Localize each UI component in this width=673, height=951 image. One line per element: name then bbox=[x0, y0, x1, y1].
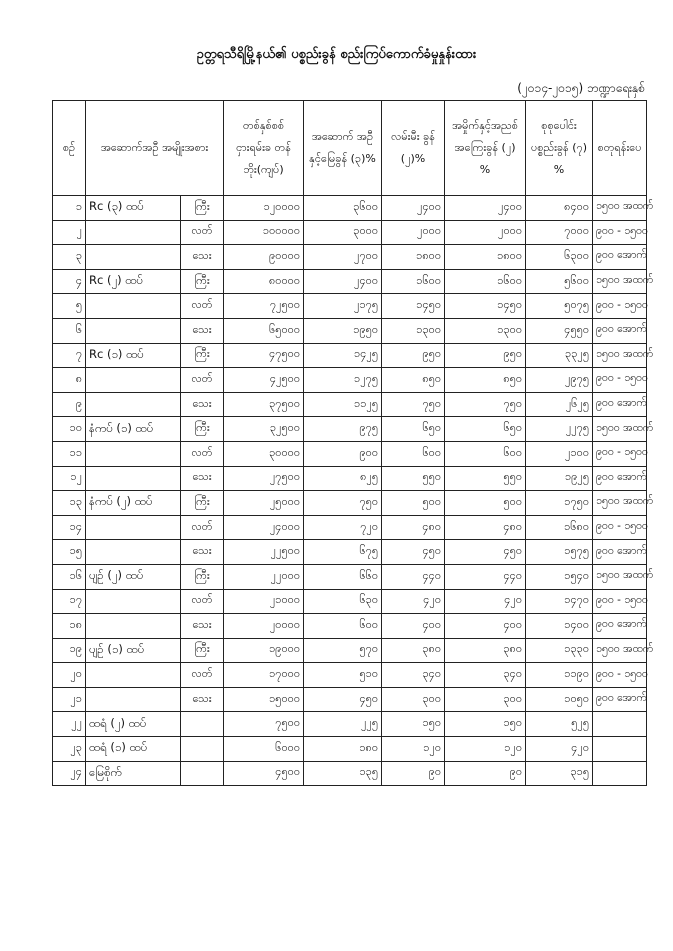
street-light-tax-cell: ၁၄၅၀ bbox=[382, 294, 445, 319]
annual-rent-cell: ၆၀၀၀ bbox=[224, 737, 304, 762]
building-land-tax-cell: ၂၇၀၀ bbox=[304, 245, 382, 270]
building-land-tax-cell: ၃၆၀၀ bbox=[304, 196, 382, 221]
table-row bbox=[53, 712, 647, 737]
annual-rent-cell: ၂၀၀၀၀ bbox=[224, 614, 304, 639]
sanitation-tax-cell: ၁၃၀၀ bbox=[445, 318, 526, 343]
table-row bbox=[53, 614, 647, 639]
sanitation-tax-cell: ၉၅၀ bbox=[445, 343, 526, 368]
building-size-cell: လတ် bbox=[181, 663, 224, 688]
total-property-tax-cell: ၆၃၀၀ bbox=[526, 245, 593, 270]
total-property-tax-cell: ၅၂၅ bbox=[526, 712, 593, 737]
sanitation-tax-cell: ၃၈၀ bbox=[445, 638, 526, 663]
building-land-tax-cell: ၁၃၅ bbox=[304, 761, 382, 786]
building-size-cell: ကြီး bbox=[181, 196, 224, 221]
building-type-cell: Rc (၁) ထပ် bbox=[86, 343, 181, 368]
building-size-cell: ကြီး bbox=[181, 564, 224, 589]
building-land-tax-cell: ၅၇၀ bbox=[304, 638, 382, 663]
total-property-tax-cell: ၃၁၅ bbox=[526, 761, 593, 786]
street-light-tax-cell: ၉၀ bbox=[382, 761, 445, 786]
building-land-tax-cell: ၆၇၅ bbox=[304, 540, 382, 565]
annual-rent-cell: ၇၂၅၀၀ bbox=[224, 294, 304, 319]
row-number-cell: ၁၆ bbox=[53, 564, 86, 589]
building-type-cell: နံကပ် (၁) ထပ် bbox=[86, 417, 181, 442]
total-property-tax-cell: ၅၆၀၀ bbox=[526, 269, 593, 294]
header-building-type: အဆောက်အဦ အမျိုးအစား bbox=[86, 101, 224, 196]
building-type-cell: မြေစိုက် bbox=[86, 761, 181, 786]
building-type-cell: ထရံ (၁) ထပ် bbox=[86, 737, 181, 762]
table-body bbox=[53, 196, 654, 786]
building-land-tax-cell: ၁၂၇၅ bbox=[304, 368, 382, 393]
annual-rent-cell: ၁၂၀၀၀၀ bbox=[224, 196, 304, 221]
annual-rent-cell: ၃၇၅၀၀ bbox=[224, 392, 304, 417]
building-land-tax-cell: ၂၁၇၅ bbox=[304, 294, 382, 319]
row-number-cell: ၁၀ bbox=[53, 417, 86, 442]
row-number-cell: ၆ bbox=[53, 318, 86, 343]
fiscal-year: (၂၀၁၄-၂၀၁၅) ဘဏ္ဍာရေးနှစ် bbox=[517, 81, 645, 95]
building-size-cell: သေး bbox=[181, 245, 224, 270]
sanitation-tax-cell: ၅၅၀ bbox=[445, 466, 526, 491]
building-type-cell bbox=[86, 392, 181, 417]
building-size-cell: လတ် bbox=[181, 294, 224, 319]
building-size-cell: သေး bbox=[181, 687, 224, 712]
building-land-tax-cell: ၆၆၀ bbox=[304, 564, 382, 589]
total-property-tax-cell: ၂၆၂၅ bbox=[526, 392, 593, 417]
building-land-tax-cell: ၃၀၀၀ bbox=[304, 220, 382, 245]
street-light-tax-cell: ၃၄၀ bbox=[382, 663, 445, 688]
building-land-tax-cell: ၁၄၂၅ bbox=[304, 343, 382, 368]
building-size-cell: သေး bbox=[181, 392, 224, 417]
header-building-land-tax: အဆောက် အဦနှင့်မြေခွန် (၃)% bbox=[304, 101, 382, 196]
square-feet-range-cell: ၉၀၀ အောက် bbox=[593, 245, 647, 270]
total-property-tax-cell: ၇၀၀၀ bbox=[526, 220, 593, 245]
square-feet-range-cell: ၁၅၀၀ အထက် bbox=[593, 491, 647, 516]
total-property-tax-cell: ၁၉၂၅ bbox=[526, 466, 593, 491]
annual-rent-cell: ၃၀၀၀၀ bbox=[224, 441, 304, 466]
table-row bbox=[53, 638, 647, 663]
building-land-tax-cell: ၄၅၀ bbox=[304, 687, 382, 712]
street-light-tax-cell: ၅၀၀ bbox=[382, 491, 445, 516]
square-feet-range-cell: ၉၀၀ - ၁၅၀၀ bbox=[593, 368, 647, 393]
annual-rent-cell: ၂၂၀၀၀ bbox=[224, 564, 304, 589]
annual-rent-cell: ၁၇၀၀၀ bbox=[224, 663, 304, 688]
table-row bbox=[53, 466, 647, 491]
square-feet-range-cell: ၁၅၀၀ အထက် bbox=[593, 196, 647, 221]
building-size-cell: ကြီး bbox=[181, 638, 224, 663]
row-number-cell: ၈ bbox=[53, 368, 86, 393]
building-size-cell: သေး bbox=[181, 540, 224, 565]
header-street-light-tax: လမ်းမီး ခွန် (၂)% bbox=[382, 101, 445, 196]
building-size-cell: သေး bbox=[181, 614, 224, 639]
building-type-cell bbox=[86, 318, 181, 343]
street-light-tax-cell: ၂၄၀၀ bbox=[382, 196, 445, 221]
table-row bbox=[53, 318, 647, 343]
street-light-tax-cell: ၁၂၀ bbox=[382, 737, 445, 762]
sanitation-tax-cell: ၄၀၀ bbox=[445, 614, 526, 639]
building-type-cell bbox=[86, 220, 181, 245]
annual-rent-cell: ၂၇၅၀၀ bbox=[224, 466, 304, 491]
table-row bbox=[53, 417, 647, 442]
building-type-cell: ပျဉ် (၂) ထပ် bbox=[86, 564, 181, 589]
table-row bbox=[53, 245, 647, 270]
square-feet-range-cell: ၁၅၀၀ အထက် bbox=[593, 269, 647, 294]
building-land-tax-cell: ၉၇၅ bbox=[304, 417, 382, 442]
building-type-cell: နံကပ် (၂) ထပ် bbox=[86, 491, 181, 516]
building-size-cell: လတ် bbox=[181, 368, 224, 393]
table-row bbox=[53, 515, 647, 540]
header-no: စဉ် bbox=[53, 101, 86, 196]
square-feet-range-cell: ၉၀၀ - ၁၅၀၀ bbox=[593, 441, 647, 466]
annual-rent-cell: ၂၅၀၀၀ bbox=[224, 491, 304, 516]
building-size-cell: လတ် bbox=[181, 441, 224, 466]
row-number-cell: ၂၃ bbox=[53, 737, 86, 762]
row-number-cell: ၃ bbox=[53, 245, 86, 270]
square-feet-range-cell: ၉၀၀ - ၁၅၀၀ bbox=[593, 220, 647, 245]
sanitation-tax-cell: ၇၅၀ bbox=[445, 392, 526, 417]
building-type-cell: Rc (၂) ထပ် bbox=[86, 269, 181, 294]
street-light-tax-cell: ၃၈၀ bbox=[382, 638, 445, 663]
row-number-cell: ၅ bbox=[53, 294, 86, 319]
sanitation-tax-cell: ၁၅၀ bbox=[445, 712, 526, 737]
annual-rent-cell: ၂၂၅၀၀ bbox=[224, 540, 304, 565]
building-type-cell: ပျဉ် (၁) ထပ် bbox=[86, 638, 181, 663]
sanitation-tax-cell: ၃၀၀ bbox=[445, 687, 526, 712]
row-number-cell: ၄ bbox=[53, 269, 86, 294]
building-land-tax-cell: ၆၀၀ bbox=[304, 614, 382, 639]
annual-rent-cell: ၃၂၅၀၀ bbox=[224, 417, 304, 442]
row-number-cell: ၁၄ bbox=[53, 515, 86, 540]
street-light-tax-cell: ၇၅၀ bbox=[382, 392, 445, 417]
building-land-tax-cell: ၁၉၅၀ bbox=[304, 318, 382, 343]
building-type-cell bbox=[86, 614, 181, 639]
building-land-tax-cell: ၈၂၅ bbox=[304, 466, 382, 491]
header-row bbox=[53, 101, 647, 196]
building-type-cell bbox=[86, 589, 181, 614]
building-land-tax-cell: ၂၂၅ bbox=[304, 712, 382, 737]
sanitation-tax-cell: ၆၅၀ bbox=[445, 417, 526, 442]
row-number-cell: ၁၅ bbox=[53, 540, 86, 565]
row-number-cell: ၂၀ bbox=[53, 663, 86, 688]
sanitation-tax-cell: ၃၄၀ bbox=[445, 663, 526, 688]
square-feet-range-cell: ၉၀၀ အောက် bbox=[593, 687, 647, 712]
total-property-tax-cell: ၁၃၃၀ bbox=[526, 638, 593, 663]
total-property-tax-cell: ၁၅၇၅ bbox=[526, 540, 593, 565]
row-number-cell: ၁၃ bbox=[53, 491, 86, 516]
square-feet-range-cell: ၉၀၀ - ၁၅၀၀ bbox=[593, 294, 647, 319]
street-light-tax-cell: ၄၄၀ bbox=[382, 564, 445, 589]
table-row bbox=[53, 294, 647, 319]
table-row bbox=[53, 441, 647, 466]
building-size-cell: သေး bbox=[181, 466, 224, 491]
building-size-cell: လတ် bbox=[181, 589, 224, 614]
building-land-tax-cell: ၉၀၀ bbox=[304, 441, 382, 466]
sanitation-tax-cell: ၉၀ bbox=[445, 761, 526, 786]
table-row bbox=[53, 564, 647, 589]
square-feet-range-cell bbox=[593, 737, 647, 762]
table-row bbox=[53, 269, 647, 294]
total-property-tax-cell: ၁၆၈၀ bbox=[526, 515, 593, 540]
street-light-tax-cell: ၁၈၀၀ bbox=[382, 245, 445, 270]
header-total-property-tax: စုစုပေါင်း ပစ္စည်းခွန် (၇) % bbox=[526, 101, 593, 196]
square-feet-range-cell bbox=[593, 712, 647, 737]
building-type-cell bbox=[86, 294, 181, 319]
building-type-cell bbox=[86, 515, 181, 540]
street-light-tax-cell: ၅၅၀ bbox=[382, 466, 445, 491]
table-row bbox=[53, 687, 647, 712]
building-type-cell: Rc (၃) ထပ် bbox=[86, 196, 181, 221]
building-land-tax-cell: ၂၄၀၀ bbox=[304, 269, 382, 294]
square-feet-range-cell: ၁၅၀၀ အထက် bbox=[593, 638, 647, 663]
building-land-tax-cell: ၅၁၀ bbox=[304, 663, 382, 688]
building-size-cell: ကြီး bbox=[181, 491, 224, 516]
street-light-tax-cell: ၂၀၀၀ bbox=[382, 220, 445, 245]
table-row bbox=[53, 589, 647, 614]
building-type-cell bbox=[86, 441, 181, 466]
annual-rent-cell: ၁၉၀၀၀ bbox=[224, 638, 304, 663]
table-row bbox=[53, 491, 647, 516]
total-property-tax-cell: ၈၄၀၀ bbox=[526, 196, 593, 221]
sanitation-tax-cell: ၂၀၀၀ bbox=[445, 220, 526, 245]
total-property-tax-cell: ၄၂၀ bbox=[526, 737, 593, 762]
street-light-tax-cell: ၁၅၀ bbox=[382, 712, 445, 737]
street-light-tax-cell: ၆၀၀ bbox=[382, 441, 445, 466]
sanitation-tax-cell: ၄၈၀ bbox=[445, 515, 526, 540]
square-feet-range-cell: ၉၀၀ အောက် bbox=[593, 614, 647, 639]
building-size-cell: ကြီး bbox=[181, 269, 224, 294]
row-number-cell: ၁၉ bbox=[53, 638, 86, 663]
square-feet-range-cell: ၉၀၀ - ၁၅၀၀ bbox=[593, 663, 647, 688]
building-size-cell bbox=[181, 761, 224, 786]
annual-rent-cell: ၄၇၅၀၀ bbox=[224, 343, 304, 368]
table-row bbox=[53, 368, 647, 393]
street-light-tax-cell: ၉၅၀ bbox=[382, 343, 445, 368]
square-feet-range-cell: ၉၀၀ အောက် bbox=[593, 540, 647, 565]
square-feet-range-cell: ၁၅၀၀ အထက် bbox=[593, 564, 647, 589]
annual-rent-cell: ၂၁၀၀၀ bbox=[224, 589, 304, 614]
row-number-cell: ၁၂ bbox=[53, 466, 86, 491]
building-type-cell bbox=[86, 466, 181, 491]
total-property-tax-cell: ၁၀၅၀ bbox=[526, 687, 593, 712]
total-property-tax-cell: ၂၉၇၅ bbox=[526, 368, 593, 393]
total-property-tax-cell: ၁၁၉၀ bbox=[526, 663, 593, 688]
square-feet-range-cell: ၉၀၀ အောက် bbox=[593, 318, 647, 343]
annual-rent-cell: ၂၄၀၀၀ bbox=[224, 515, 304, 540]
total-property-tax-cell: ၃၃၂၅ bbox=[526, 343, 593, 368]
square-feet-range-cell: ၉၀၀ - ၁၅၀၀ bbox=[593, 589, 647, 614]
row-number-cell: ၂၂ bbox=[53, 712, 86, 737]
row-number-cell: ၁၈ bbox=[53, 614, 86, 639]
total-property-tax-cell: ၂၁၀၀ bbox=[526, 441, 593, 466]
building-size-cell bbox=[181, 737, 224, 762]
annual-rent-cell: ၁၀၀၀၀၀ bbox=[224, 220, 304, 245]
annual-rent-cell: ၄၂၅၀၀ bbox=[224, 368, 304, 393]
table-row bbox=[53, 761, 647, 786]
header-sanitation-tax: အမှိုက်နှင့်အညစ် အကြေးခွန် (၂) % bbox=[445, 101, 526, 196]
street-light-tax-cell: ၁၃၀၀ bbox=[382, 318, 445, 343]
building-size-cell: သေး bbox=[181, 318, 224, 343]
row-number-cell: ၉ bbox=[53, 392, 86, 417]
table-row bbox=[53, 540, 647, 565]
building-type-cell bbox=[86, 368, 181, 393]
sanitation-tax-cell: ၆၀၀ bbox=[445, 441, 526, 466]
row-number-cell: ၁ bbox=[53, 196, 86, 221]
building-type-cell bbox=[86, 663, 181, 688]
sanitation-tax-cell: ၄၅၀ bbox=[445, 540, 526, 565]
street-light-tax-cell: ၆၅၀ bbox=[382, 417, 445, 442]
total-property-tax-cell: ၂၂၇၅ bbox=[526, 417, 593, 442]
street-light-tax-cell: ၄၈၀ bbox=[382, 515, 445, 540]
street-light-tax-cell: ၃၀၀ bbox=[382, 687, 445, 712]
square-feet-range-cell bbox=[593, 761, 647, 786]
sanitation-tax-cell: ၄၂၀ bbox=[445, 589, 526, 614]
street-light-tax-cell: ၄၂၀ bbox=[382, 589, 445, 614]
row-number-cell: ၁၁ bbox=[53, 441, 86, 466]
building-type-cell bbox=[86, 245, 181, 270]
total-property-tax-cell: ၅၀၇၅ bbox=[526, 294, 593, 319]
square-feet-range-cell: ၁၅၀၀ အထက် bbox=[593, 417, 647, 442]
street-light-tax-cell: ၁၆၀၀ bbox=[382, 269, 445, 294]
sanitation-tax-cell: ၄၄၀ bbox=[445, 564, 526, 589]
sanitation-tax-cell: ၅၀၀ bbox=[445, 491, 526, 516]
sanitation-tax-cell: ၁၆၀၀ bbox=[445, 269, 526, 294]
total-property-tax-cell: ၁၅၄၀ bbox=[526, 564, 593, 589]
annual-rent-cell: ၁၅၀၀၀ bbox=[224, 687, 304, 712]
building-land-tax-cell: ၆၃၀ bbox=[304, 589, 382, 614]
building-type-cell: ထရံ (၂) ထပ် bbox=[86, 712, 181, 737]
sanitation-tax-cell: ၂၄၀၀ bbox=[445, 196, 526, 221]
header-square-feet: စတုရန်းပေ bbox=[593, 101, 647, 196]
total-property-tax-cell: ၄၅၅၀ bbox=[526, 318, 593, 343]
square-feet-range-cell: ၉၀၀ - ၁၅၀၀ bbox=[593, 515, 647, 540]
building-type-cell bbox=[86, 540, 181, 565]
table-row bbox=[53, 343, 647, 368]
building-land-tax-cell: ၇၂၀ bbox=[304, 515, 382, 540]
table-row bbox=[53, 737, 647, 762]
square-feet-range-cell: ၉၀၀ အောက် bbox=[593, 392, 647, 417]
table-row bbox=[53, 663, 647, 688]
building-size-cell: လတ် bbox=[181, 515, 224, 540]
annual-rent-cell: ၇၅၀၀ bbox=[224, 712, 304, 737]
header-annual-rent: တစ်နှစ်စစ် ငှားရမ်းခ တန်ဘိုး(ကျပ်) bbox=[224, 101, 304, 196]
street-light-tax-cell: ၄၅၀ bbox=[382, 540, 445, 565]
building-land-tax-cell: ၇၅၀ bbox=[304, 491, 382, 516]
total-property-tax-cell: ၁၄၇၀ bbox=[526, 589, 593, 614]
row-number-cell: ၁၇ bbox=[53, 589, 86, 614]
building-size-cell: လတ် bbox=[181, 220, 224, 245]
total-property-tax-cell: ၁၇၅၀ bbox=[526, 491, 593, 516]
total-property-tax-cell: ၁၄၀၀ bbox=[526, 614, 593, 639]
row-number-cell: ၂၄ bbox=[53, 761, 86, 786]
building-type-cell bbox=[86, 687, 181, 712]
row-number-cell: ၂၁ bbox=[53, 687, 86, 712]
building-size-cell: ကြီး bbox=[181, 417, 224, 442]
sanitation-tax-cell: ၁၈၀၀ bbox=[445, 245, 526, 270]
annual-rent-cell: ၉၀၀၀၀ bbox=[224, 245, 304, 270]
row-number-cell: ၇ bbox=[53, 343, 86, 368]
row-number-cell: ၂ bbox=[53, 220, 86, 245]
building-land-tax-cell: ၁၈၀ bbox=[304, 737, 382, 762]
building-size-cell: ကြီး bbox=[181, 343, 224, 368]
square-feet-range-cell: ၁၅၀၀ အထက် bbox=[593, 343, 647, 368]
sanitation-tax-cell: ၁၂၀ bbox=[445, 737, 526, 762]
page-title: ဥတ္တရသီရိမြို့နယ်၏ ပစ္စည်းခွန် စည်းကြပ်ကောက်ခံမှုနှုန်းထား bbox=[196, 47, 477, 62]
tax-rate-table bbox=[52, 100, 654, 786]
building-size-cell bbox=[181, 712, 224, 737]
street-light-tax-cell: ၈၅၀ bbox=[382, 368, 445, 393]
annual-rent-cell: ၆၅၀၀၀ bbox=[224, 318, 304, 343]
building-land-tax-cell: ၁၁၂၅ bbox=[304, 392, 382, 417]
annual-rent-cell: ၄၅၀၀ bbox=[224, 761, 304, 786]
table-row bbox=[53, 196, 647, 221]
table-row bbox=[53, 220, 647, 245]
annual-rent-cell: ၈၀၀၀၀ bbox=[224, 269, 304, 294]
square-feet-range-cell: ၉၀၀ အောက် bbox=[593, 466, 647, 491]
sanitation-tax-cell: ၈၅၀ bbox=[445, 368, 526, 393]
table-row bbox=[53, 392, 647, 417]
street-light-tax-cell: ၄၀၀ bbox=[382, 614, 445, 639]
sanitation-tax-cell: ၁၄၅၀ bbox=[445, 294, 526, 319]
